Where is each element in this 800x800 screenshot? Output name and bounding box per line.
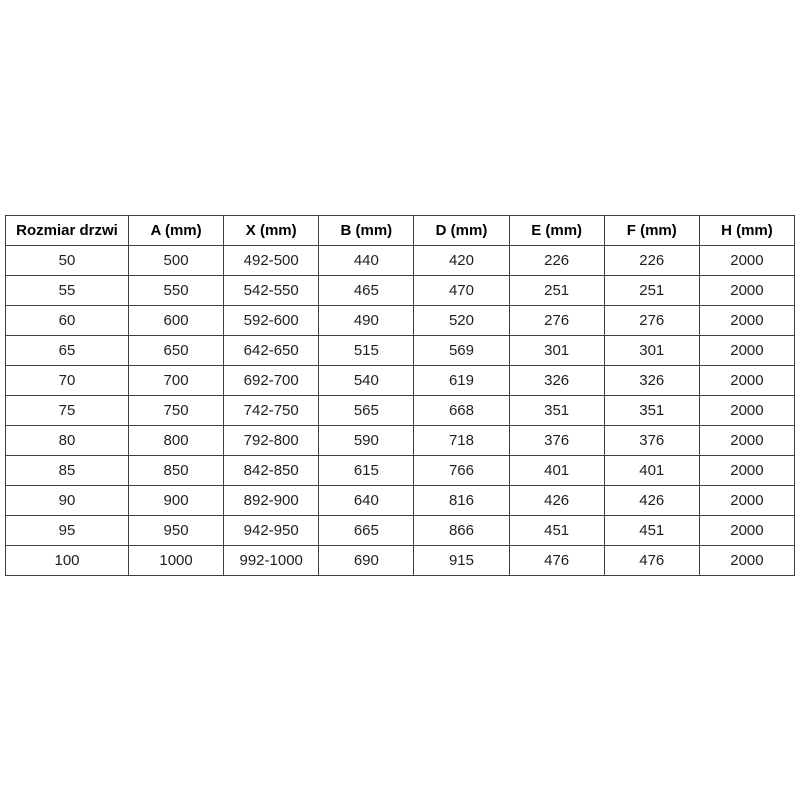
table-cell: 665 [319,516,414,546]
table-cell: 401 [604,456,699,486]
column-header: B (mm) [319,216,414,246]
table-cell: 520 [414,306,509,336]
table-cell: 451 [604,516,699,546]
table-cell: 565 [319,396,414,426]
table-cell: 942-950 [224,516,319,546]
table-cell: 615 [319,456,414,486]
table-cell: 592-600 [224,306,319,336]
table-cell: 276 [604,306,699,336]
table-cell: 550 [129,276,224,306]
table-cell: 800 [129,426,224,456]
table-row [6,486,795,516]
table-cell: 992-1000 [224,546,319,576]
table-cell: 326 [509,366,604,396]
table-cell: 2000 [699,456,794,486]
table-cell: 690 [319,546,414,576]
table-row [6,546,795,576]
table-cell: 351 [509,396,604,426]
table-cell: 2000 [699,246,794,276]
table-row [6,426,795,456]
table-cell: 465 [319,276,414,306]
table-cell: 2000 [699,426,794,456]
table-cell: 2000 [699,276,794,306]
column-header: X (mm) [224,216,319,246]
table-row [6,366,795,396]
table-cell: 515 [319,336,414,366]
table-cell: 950 [129,516,224,546]
table-cell: 75 [6,396,129,426]
table-cell: 1000 [129,546,224,576]
column-header: E (mm) [509,216,604,246]
table-cell: 569 [414,336,509,366]
table-cell: 2000 [699,366,794,396]
table-cell: 866 [414,516,509,546]
table-cell: 226 [509,246,604,276]
table-cell: 915 [414,546,509,576]
table-row [6,516,795,546]
table-cell: 301 [509,336,604,366]
table-row [6,396,795,426]
table-cell: 540 [319,366,414,396]
table-cell: 90 [6,486,129,516]
table-cell: 301 [604,336,699,366]
table-cell: 85 [6,456,129,486]
column-header: F (mm) [604,216,699,246]
table-cell: 2000 [699,516,794,546]
table-cell: 476 [509,546,604,576]
table-cell: 640 [319,486,414,516]
table-row [6,246,795,276]
table-cell: 226 [604,246,699,276]
table-cell: 100 [6,546,129,576]
table-cell: 650 [129,336,224,366]
table-row [6,306,795,336]
table-cell: 590 [319,426,414,456]
table-cell: 2000 [699,486,794,516]
table-cell: 326 [604,366,699,396]
table-cell: 600 [129,306,224,336]
table-cell: 792-800 [224,426,319,456]
table-cell: 251 [509,276,604,306]
table-row [6,276,795,306]
table-cell: 816 [414,486,509,516]
table-cell: 376 [509,426,604,456]
table-cell: 900 [129,486,224,516]
table-cell: 750 [129,396,224,426]
table-cell: 401 [509,456,604,486]
table-cell: 440 [319,246,414,276]
table-cell: 276 [509,306,604,336]
table-body [6,246,795,576]
column-header: D (mm) [414,216,509,246]
table-cell: 700 [129,366,224,396]
table-row [6,456,795,486]
table-cell: 850 [129,456,224,486]
table-cell: 490 [319,306,414,336]
table-cell: 2000 [699,336,794,366]
table-cell: 80 [6,426,129,456]
table-cell: 2000 [699,396,794,426]
table-cell: 692-700 [224,366,319,396]
table-cell: 2000 [699,306,794,336]
table-cell: 376 [604,426,699,456]
table-cell: 420 [414,246,509,276]
column-header: H (mm) [699,216,794,246]
table-cell: 668 [414,396,509,426]
column-header: A (mm) [129,216,224,246]
table-cell: 492-500 [224,246,319,276]
table-cell: 470 [414,276,509,306]
table-header-row [6,216,795,246]
table-cell: 892-900 [224,486,319,516]
table-cell: 70 [6,366,129,396]
table-cell: 476 [604,546,699,576]
table-cell: 55 [6,276,129,306]
table-cell: 426 [604,486,699,516]
table-cell: 451 [509,516,604,546]
table-row [6,336,795,366]
table-cell: 642-650 [224,336,319,366]
column-header: Rozmiar drzwi [6,216,129,246]
table-cell: 842-850 [224,456,319,486]
table-cell: 351 [604,396,699,426]
table-cell: 50 [6,246,129,276]
table-cell: 2000 [699,546,794,576]
table-cell: 766 [414,456,509,486]
table-cell: 542-550 [224,276,319,306]
table-cell: 95 [6,516,129,546]
table-cell: 500 [129,246,224,276]
door-size-table [5,215,795,576]
table-cell: 60 [6,306,129,336]
table-cell: 619 [414,366,509,396]
table-cell: 65 [6,336,129,366]
table-head [6,216,795,246]
table-cell: 718 [414,426,509,456]
table-cell: 251 [604,276,699,306]
table-cell: 742-750 [224,396,319,426]
table-cell: 426 [509,486,604,516]
